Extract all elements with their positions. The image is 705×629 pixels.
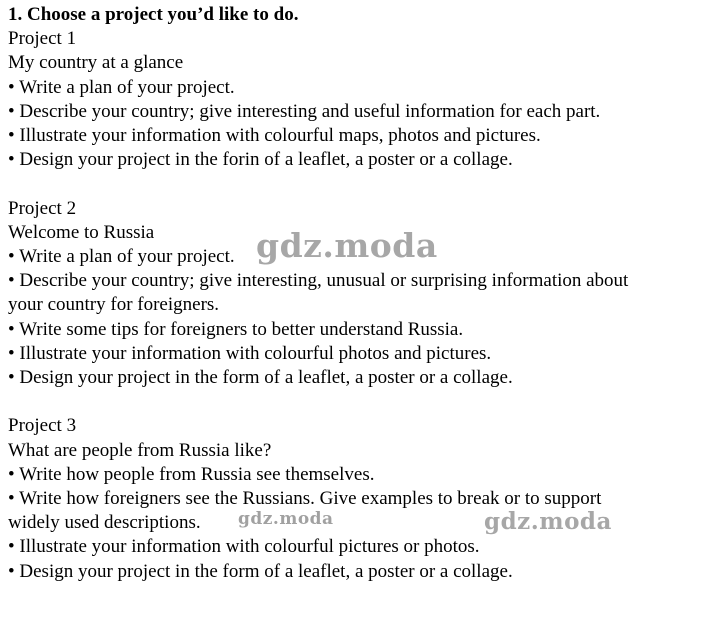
bullet-item [8, 366, 700, 390]
bullet-line [8, 293, 700, 317]
bullet-item [8, 463, 700, 487]
bullet-line [8, 366, 700, 390]
bullet-item [8, 342, 700, 366]
bullet-icon: • [8, 560, 15, 582]
bullet-text: Design your project in the form of a leaflet, a poster or a collage. [19, 560, 513, 582]
bullet-text: Write how foreigners see the Russians. Give examples to break or to support [19, 488, 602, 510]
bullet-icon: • [8, 100, 15, 122]
bullet-line [8, 148, 700, 172]
bullet-icon: • [8, 463, 15, 485]
bullet-icon: • [8, 270, 15, 292]
watermark: gdz.moda [238, 509, 334, 529]
bullet-item [8, 148, 700, 172]
bullet-line [8, 342, 700, 366]
bullet-item [8, 535, 700, 559]
bullet-line [8, 463, 700, 487]
bullet-text: Write how people from Russia see themselves. [19, 463, 375, 485]
project-label: Project 2 [8, 197, 77, 219]
bullet-text: Describe your country; give interesting and useful information for each part. [19, 100, 601, 122]
bullet-item [8, 76, 700, 100]
watermark: gdz.moda [256, 226, 438, 265]
bullet-icon: • [8, 318, 15, 340]
bullet-icon: • [8, 76, 15, 98]
exercise-page [8, 3, 700, 584]
bullet-text: Design your project in the form of a leaflet, a poster or a collage. [19, 367, 513, 389]
project-list [8, 27, 700, 584]
bullet-icon: • [8, 488, 15, 510]
bullet-text: widely used descriptions. [8, 512, 201, 534]
bullet-icon: • [8, 149, 15, 171]
bullet-line [8, 76, 700, 100]
bullet-line [8, 100, 700, 124]
project-title: My country at a glance [8, 52, 184, 74]
bullet-item [8, 269, 700, 317]
project-block [8, 414, 700, 583]
project-label: Project 1 [8, 28, 77, 50]
bullet-text: your country for foreigners. [8, 294, 220, 316]
bullet-text: Write some tips for foreigners to better understand Russia. [19, 318, 464, 340]
bullet-icon: • [8, 246, 15, 268]
watermark: gdz.moda [484, 508, 612, 535]
project-title: Welcome to Russia [8, 221, 155, 243]
bullet-text: Design your project in the forin of a leaflet, a poster or a collage. [19, 149, 513, 171]
bullet-item [8, 124, 700, 148]
bullet-icon: • [8, 342, 15, 364]
project-title: What are people from Russia like? [8, 439, 272, 461]
bullet-text: Illustrate your information with colourful photos and pictures. [19, 342, 492, 364]
section-spacer [8, 172, 700, 196]
bullet-text: Illustrate your information with colourful maps, photos and pictures. [19, 125, 541, 147]
bullet-line [8, 318, 700, 342]
bullet-text: Write a plan of your project. [19, 76, 235, 98]
bullet-line [8, 560, 700, 584]
task-heading: 1. Choose a project you’d like to do. [8, 4, 299, 25]
bullet-item [8, 318, 700, 342]
section-spacer [8, 390, 700, 414]
bullet-line [8, 535, 700, 559]
bullet-text: Write a plan of your project. [19, 246, 235, 268]
bullet-item [8, 100, 700, 124]
bullet-line [8, 124, 700, 148]
bullet-item [8, 560, 700, 584]
bullet-icon: • [8, 367, 15, 389]
bullet-icon: • [8, 536, 15, 558]
bullet-text: Illustrate your information with colourful pictures or photos. [19, 536, 480, 558]
bullet-line [8, 269, 700, 293]
bullet-text: Describe your country; give interesting, unusual or surprising information about [19, 270, 629, 292]
project-block [8, 27, 700, 172]
project-label: Project 3 [8, 415, 77, 437]
bullet-icon: • [8, 125, 15, 147]
